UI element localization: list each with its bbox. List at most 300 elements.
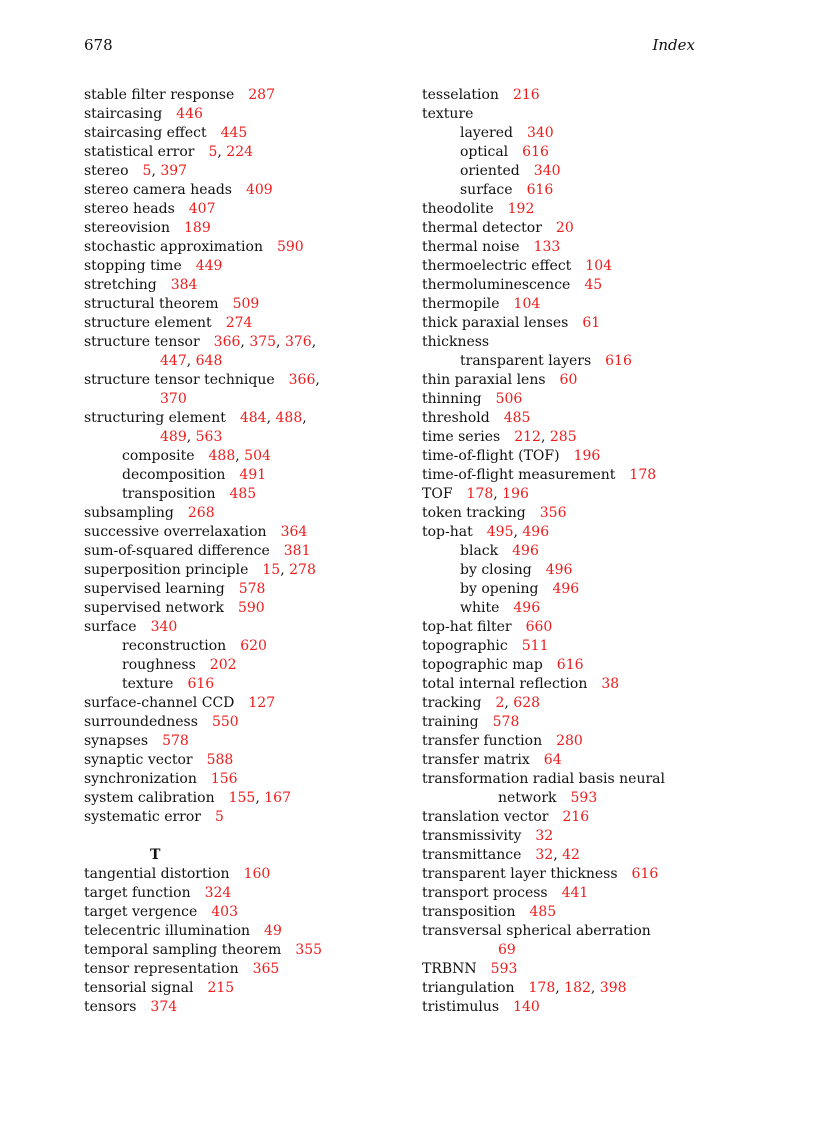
index-entry: [84, 219, 414, 238]
page-references: [584, 277, 602, 293]
index-column-left: [84, 86, 414, 1017]
page-references: [522, 144, 549, 160]
page-references: [540, 505, 567, 521]
page-link[interactable]: 340: [150, 619, 178, 635]
page-link[interactable]: 403: [211, 904, 238, 920]
index-entry: [422, 865, 752, 884]
page-references: [491, 961, 518, 977]
page-references: [229, 790, 291, 806]
index-entry: [422, 998, 752, 1017]
index-entry: [422, 390, 752, 409]
index-entry: [422, 371, 752, 390]
index-entry: [84, 998, 414, 1017]
index-entry: [84, 751, 414, 770]
page-link[interactable]: 49: [264, 923, 282, 939]
index-entry: [422, 314, 752, 333]
page-link[interactable]: 61: [582, 315, 601, 331]
index-term: telecentric illumination: [84, 923, 251, 939]
page-link[interactable]: 32: [535, 828, 554, 844]
page-link[interactable]: 196: [502, 486, 529, 502]
index-term: tensorial signal: [84, 980, 194, 996]
page-references: [552, 581, 579, 597]
page-references: [560, 372, 578, 388]
page-link[interactable]: 364: [280, 524, 308, 540]
index-entry: [422, 162, 752, 181]
index-entry: [84, 618, 414, 637]
index-entry: [422, 713, 752, 732]
page-link[interactable]: 648: [195, 353, 223, 369]
page-link[interactable]: 563: [195, 429, 223, 445]
page-link[interactable]: 212: [514, 429, 541, 445]
page-link[interactable]: 374: [150, 999, 178, 1015]
index-entry: [84, 903, 414, 922]
page-link[interactable]: 485: [229, 486, 257, 502]
index-term: tensors: [84, 999, 137, 1015]
page-link[interactable]: 441: [561, 885, 589, 901]
page-link[interactable]: 280: [556, 733, 583, 749]
index-term: time-of-flight measurement: [422, 467, 616, 483]
index-entry: [422, 675, 752, 694]
page-link[interactable]: 409: [245, 182, 273, 198]
page-link[interactable]: 593: [570, 790, 598, 806]
index-term: texture: [422, 106, 474, 122]
separator: ,: [276, 334, 285, 350]
index-entry: [84, 124, 414, 143]
separator: ,: [590, 980, 600, 996]
index-term: transparent layer thickness: [422, 866, 618, 882]
page-link[interactable]: 578: [238, 581, 266, 597]
page-link[interactable]: 178: [528, 980, 556, 996]
index-term: stereo: [84, 163, 129, 179]
index-term: total internal reflection: [422, 676, 588, 692]
page-link[interactable]: 32: [535, 847, 554, 863]
separator: ,: [217, 144, 227, 160]
page-references: [571, 790, 598, 806]
page-references: [582, 315, 600, 331]
page-link[interactable]: 69: [498, 942, 516, 958]
page-link[interactable]: 616: [526, 182, 554, 198]
page-references: [513, 999, 540, 1015]
index-entry: [84, 257, 414, 276]
page-link[interactable]: 192: [507, 201, 535, 217]
page-link[interactable]: 196: [573, 448, 601, 464]
page-references: [557, 657, 584, 673]
index-term: top-hat: [422, 524, 473, 540]
index-entry: [422, 276, 752, 295]
page-link[interactable]: 660: [525, 619, 553, 635]
index-term: top-hat filter: [422, 619, 512, 635]
page-link[interactable]: 285: [549, 429, 577, 445]
page-references: [495, 695, 540, 711]
page-references: [529, 980, 627, 996]
page-link[interactable]: 398: [599, 980, 627, 996]
page-references: [244, 866, 271, 882]
page-link[interactable]: 397: [160, 163, 188, 179]
page-link[interactable]: 5: [142, 163, 152, 179]
index-entry: [422, 732, 752, 751]
page-references: [512, 543, 539, 559]
index-term: superposition principle: [84, 562, 249, 578]
page-references: [534, 163, 561, 179]
page-link[interactable]: 616: [631, 866, 659, 882]
page-link[interactable]: 370: [160, 391, 187, 407]
page-link[interactable]: 5: [208, 144, 218, 160]
page-references: [210, 657, 237, 673]
running-header-title: Index: [652, 36, 695, 54]
index-entry: [84, 656, 414, 675]
page-link[interactable]: 620: [240, 638, 267, 654]
page-link[interactable]: 550: [211, 714, 239, 730]
index-term: structure tensor: [84, 334, 200, 350]
index-term: transmittance: [422, 847, 522, 863]
index-entry: [84, 409, 414, 428]
page-link[interactable]: 127: [248, 695, 276, 711]
page-link[interactable]: 178: [466, 486, 494, 502]
index-entry: [422, 238, 752, 257]
page-references: [535, 847, 580, 863]
index-term: subsampling: [84, 505, 174, 521]
index-entry: [422, 333, 752, 352]
page-references: [534, 239, 561, 255]
index-entry: [84, 732, 414, 751]
index-term: threshold: [422, 410, 490, 426]
page-references: [160, 391, 187, 407]
index-entry: [84, 181, 414, 200]
page-link[interactable]: 155: [228, 790, 256, 806]
index-entry: [84, 200, 414, 219]
page-references: [212, 714, 239, 730]
page-link[interactable]: 485: [503, 410, 531, 426]
index-term: structuring element: [84, 410, 226, 426]
index-entry: [422, 257, 752, 276]
page-link[interactable]: 274: [225, 315, 253, 331]
page-references: [514, 296, 541, 312]
index-term: tangential distortion: [84, 866, 230, 882]
page-references: [295, 942, 322, 958]
page-link[interactable]: 509: [232, 296, 260, 312]
page-references: [221, 125, 248, 141]
index-term: supervised network: [84, 600, 224, 616]
index-term: temporal sampling theorem: [84, 942, 282, 958]
index-entry: [422, 770, 752, 789]
index-column-right: [422, 86, 752, 1017]
page-link[interactable]: 104: [585, 258, 613, 274]
page-link[interactable]: 384: [170, 277, 198, 293]
separator: ,: [493, 486, 503, 502]
page-link[interactable]: 407: [188, 201, 216, 217]
page-link[interactable]: 496: [522, 524, 550, 540]
page-references: [209, 448, 271, 464]
separator: ,: [151, 163, 161, 179]
index-entry: [422, 466, 752, 485]
page-references: [253, 961, 280, 977]
index-entry: [422, 580, 752, 599]
page-link[interactable]: 447: [160, 353, 187, 369]
page-link[interactable]: 60: [559, 372, 578, 388]
page-link[interactable]: 133: [533, 239, 561, 255]
index-term: layered: [460, 125, 513, 141]
index-term: thermoluminescence: [422, 277, 571, 293]
index-term: staircasing effect: [84, 125, 207, 141]
page-link[interactable]: 278: [289, 562, 316, 578]
index-term: training: [422, 714, 479, 730]
page-link[interactable]: 42: [562, 847, 580, 863]
page-link[interactable]: 167: [264, 790, 291, 806]
page-link[interactable]: 340: [526, 125, 554, 141]
page-number: 678: [84, 36, 113, 54]
page-link[interactable]: 189: [184, 220, 211, 236]
index-entry: [84, 941, 414, 960]
index-entry: [422, 846, 752, 865]
page-references: [513, 87, 540, 103]
page-link[interactable]: 495: [486, 524, 514, 540]
page-references: [504, 410, 531, 426]
page-references: [284, 543, 311, 559]
index-term: time-of-flight (TOF): [422, 448, 560, 464]
page-link[interactable]: 38: [601, 676, 620, 692]
page-references: [184, 220, 211, 236]
index-entry: [84, 637, 414, 656]
page-references: [562, 809, 589, 825]
page-link[interactable]: 506: [495, 391, 523, 407]
page-references: [239, 467, 266, 483]
index-term: synchronization: [84, 771, 197, 787]
index-term: target vergence: [84, 904, 198, 920]
page-link[interactable]: 366: [213, 334, 241, 350]
index-entry: [422, 504, 752, 523]
page-link[interactable]: 496: [513, 600, 541, 616]
index-term: optical: [460, 144, 509, 160]
page-link[interactable]: 2: [495, 695, 505, 711]
index-term: stereo heads: [84, 201, 175, 217]
index-term: decomposition: [122, 467, 226, 483]
page-link[interactable]: 488: [275, 410, 303, 426]
page-link[interactable]: 628: [513, 695, 541, 711]
page-references: [189, 201, 216, 217]
page-references: [605, 353, 632, 369]
index-entry: [422, 485, 752, 504]
page-link[interactable]: 224: [226, 144, 254, 160]
page-references: [522, 638, 549, 654]
index-entry: [84, 884, 414, 903]
page-link[interactable]: 616: [556, 657, 584, 673]
index-term: systematic error: [84, 809, 201, 825]
separator: ,: [235, 448, 245, 464]
index-term: transparent layers: [460, 353, 592, 369]
page-link[interactable]: 488: [208, 448, 236, 464]
page-link[interactable]: 616: [522, 144, 549, 160]
index-entry: [422, 960, 752, 979]
page-link[interactable]: 588: [206, 752, 234, 768]
page-link[interactable]: 160: [243, 866, 271, 882]
index-term: target function: [84, 885, 191, 901]
page-references: [487, 524, 549, 540]
page-references: [262, 562, 315, 578]
page-link[interactable]: 340: [533, 163, 561, 179]
index-entry: [422, 808, 752, 827]
index-entry: [422, 884, 752, 903]
index-entry: [84, 713, 414, 732]
index-entry: [422, 200, 752, 219]
page-references: [289, 372, 320, 388]
page-references: [211, 904, 238, 920]
page-link[interactable]: 578: [162, 733, 189, 749]
page-link[interactable]: 445: [220, 125, 248, 141]
page-link[interactable]: 616: [605, 353, 632, 369]
page-references: [239, 581, 266, 597]
page-link[interactable]: 485: [529, 904, 557, 920]
index-entry: [422, 599, 752, 618]
page-link[interactable]: 215: [207, 980, 235, 996]
page-references: [574, 448, 601, 464]
page-references: [205, 885, 232, 901]
page-link[interactable]: 140: [513, 999, 540, 1015]
page-link[interactable]: 593: [490, 961, 518, 977]
index-term: tracking: [422, 695, 482, 711]
index-term: theodolite: [422, 201, 494, 217]
page-references: [562, 885, 589, 901]
page-link[interactable]: 287: [248, 87, 275, 103]
index-term: thick paraxial lenses: [422, 315, 569, 331]
page-link[interactable]: 449: [195, 258, 223, 274]
separator: ,: [240, 334, 250, 350]
index-term: tensor representation: [84, 961, 239, 977]
index-term: topographic map: [422, 657, 543, 673]
page-link[interactable]: 20: [555, 220, 574, 236]
page-link[interactable]: 616: [187, 676, 215, 692]
page-link[interactable]: 182: [564, 980, 591, 996]
index-entry: [422, 181, 752, 200]
page-references: [160, 353, 222, 369]
page-link[interactable]: 496: [512, 543, 539, 559]
index-entry: [84, 314, 414, 333]
page-link[interactable]: 216: [512, 87, 540, 103]
page-references: [240, 410, 307, 426]
page-link[interactable]: 489: [160, 429, 187, 445]
page-link[interactable]: 156: [210, 771, 238, 787]
index-entry: [84, 694, 414, 713]
page-references: [248, 87, 275, 103]
index-entry: [422, 694, 752, 713]
index-entry: [84, 675, 414, 694]
separator: ,: [266, 410, 276, 426]
page-references: [529, 904, 556, 920]
page-link[interactable]: 45: [584, 277, 603, 293]
separator: ,: [186, 429, 196, 445]
page-references: [143, 163, 188, 179]
page-references: [264, 923, 282, 939]
page-link[interactable]: 5: [215, 809, 224, 825]
separator: ,: [540, 429, 550, 445]
page-link[interactable]: 590: [237, 600, 265, 616]
page-references: [467, 486, 529, 502]
page-link[interactable]: 324: [204, 885, 232, 901]
page-link[interactable]: 504: [244, 448, 271, 464]
index-entry: [84, 580, 414, 599]
index-term: supervised learning: [84, 581, 225, 597]
page-link[interactable]: 104: [513, 296, 541, 312]
index-entry: [84, 86, 414, 105]
page-link[interactable]: 381: [283, 543, 311, 559]
page-link[interactable]: 64: [543, 752, 562, 768]
index-entry: [84, 808, 414, 827]
index-term: triangulation: [422, 980, 515, 996]
index-entry: [422, 295, 752, 314]
index-term: thinning: [422, 391, 482, 407]
index-term: system calibration: [84, 790, 215, 806]
page-references: [160, 429, 222, 445]
index-entry: [84, 238, 414, 257]
page-link[interactable]: 375: [249, 334, 277, 350]
index-term: token tracking: [422, 505, 526, 521]
index-term: thermal noise: [422, 239, 520, 255]
page-link[interactable]: 365: [252, 961, 280, 977]
index-term: synaptic vector: [84, 752, 193, 768]
page-link[interactable]: 268: [187, 505, 215, 521]
page-link[interactable]: 511: [521, 638, 549, 654]
index-entry: [84, 504, 414, 523]
page-references: [246, 182, 273, 198]
page-link[interactable]: 356: [539, 505, 567, 521]
index-entry: [422, 637, 752, 656]
separator: ,: [302, 410, 307, 426]
index-term: stretching: [84, 277, 157, 293]
page-link[interactable]: 376: [284, 334, 312, 350]
page-link[interactable]: 491: [239, 467, 267, 483]
index-entry: [422, 979, 752, 998]
page-link[interactable]: 216: [562, 809, 590, 825]
page-link[interactable]: 484: [239, 410, 267, 426]
page-references: [514, 429, 576, 445]
page-link[interactable]: 496: [545, 562, 573, 578]
page-references: [556, 220, 574, 236]
page-references: [171, 277, 198, 293]
page-link[interactable]: 15: [262, 562, 281, 578]
index-entry: [84, 333, 414, 352]
index-entry: [422, 219, 752, 238]
page-link[interactable]: 590: [276, 239, 304, 255]
page-link[interactable]: 366: [288, 372, 316, 388]
page-references: [150, 999, 177, 1015]
page-references: [496, 391, 523, 407]
page-link[interactable]: 446: [176, 106, 203, 122]
index-term: white: [460, 600, 500, 616]
index-entry: [84, 428, 414, 447]
index-term: transport process: [422, 885, 548, 901]
separator: ,: [555, 980, 565, 996]
index-term: transversal spherical aberration: [422, 923, 651, 939]
index-term: T: [150, 847, 161, 863]
page-link[interactable]: 578: [492, 714, 520, 730]
page-references: [248, 695, 275, 711]
index-entry: [422, 143, 752, 162]
page-link[interactable]: 178: [629, 467, 657, 483]
page-references: [229, 486, 256, 502]
separator: ,: [311, 334, 317, 350]
index-term: by opening: [460, 581, 539, 597]
index-entry: [422, 941, 752, 960]
index-term: transformation radial basis neural: [422, 771, 665, 787]
index-term: TOF: [422, 486, 453, 502]
separator: ,: [553, 847, 563, 863]
index-term: statistical error: [84, 144, 195, 160]
page-references: [226, 315, 253, 331]
section-spacer: [84, 827, 414, 846]
page-link[interactable]: 496: [552, 581, 580, 597]
index-entry: [84, 143, 414, 162]
page-link[interactable]: 202: [209, 657, 237, 673]
page-link[interactable]: 355: [295, 942, 323, 958]
